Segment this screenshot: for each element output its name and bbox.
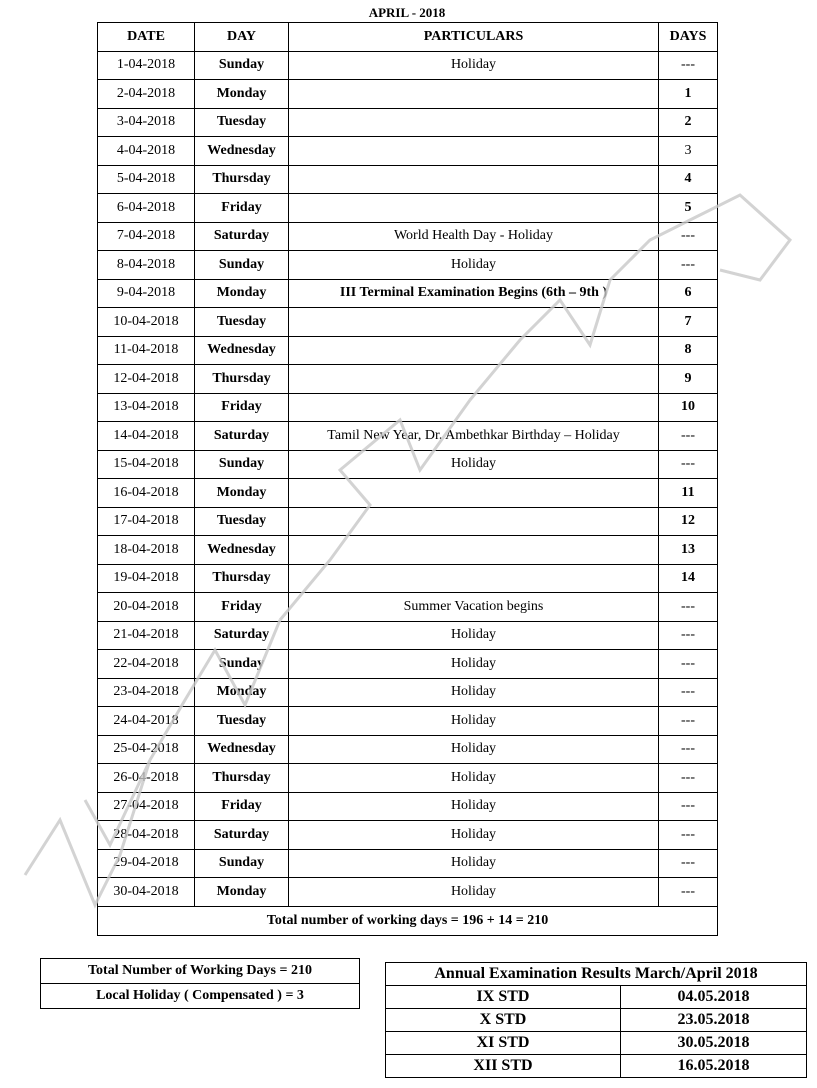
result-date-cell: 04.05.2018 bbox=[621, 986, 807, 1009]
table-row bbox=[98, 336, 718, 365]
results-row bbox=[386, 1055, 807, 1078]
days-count-cell: --- bbox=[659, 251, 718, 280]
date-cell: 18-04-2018 bbox=[98, 536, 195, 565]
result-date-cell: 30.05.2018 bbox=[621, 1032, 807, 1055]
day-cell: Sunday bbox=[195, 251, 289, 280]
date-cell: 21-04-2018 bbox=[98, 621, 195, 650]
days-count-cell: --- bbox=[659, 222, 718, 251]
results-row bbox=[386, 1032, 807, 1055]
date-cell: 16-04-2018 bbox=[98, 479, 195, 508]
particulars-cell: World Health Day - Holiday bbox=[289, 222, 659, 251]
date-cell: 25-04-2018 bbox=[98, 735, 195, 764]
standard-cell: X STD bbox=[386, 1009, 621, 1032]
day-cell: Friday bbox=[195, 393, 289, 422]
days-count-cell: --- bbox=[659, 450, 718, 479]
days-count-cell: --- bbox=[659, 735, 718, 764]
table-row bbox=[98, 51, 718, 80]
particulars-cell: Holiday bbox=[289, 707, 659, 736]
days-count-cell: --- bbox=[659, 764, 718, 793]
day-cell: Tuesday bbox=[195, 308, 289, 337]
particulars-cell: Holiday bbox=[289, 251, 659, 280]
particulars-cell bbox=[289, 536, 659, 565]
page-title: APRIL - 2018 bbox=[368, 5, 446, 20]
particulars-cell bbox=[289, 393, 659, 422]
days-count-cell: 3 bbox=[659, 137, 718, 166]
header-days: DAYS bbox=[659, 23, 718, 52]
date-cell: 22-04-2018 bbox=[98, 650, 195, 679]
day-cell: Tuesday bbox=[195, 707, 289, 736]
day-cell: Tuesday bbox=[195, 507, 289, 536]
particulars-cell bbox=[289, 108, 659, 137]
day-cell: Saturday bbox=[195, 222, 289, 251]
particulars-cell: Holiday bbox=[289, 821, 659, 850]
day-cell: Friday bbox=[195, 593, 289, 622]
results-body bbox=[386, 986, 807, 1078]
particulars-cell bbox=[289, 507, 659, 536]
date-cell: 6-04-2018 bbox=[98, 194, 195, 223]
result-date-cell: 16.05.2018 bbox=[621, 1055, 807, 1078]
particulars-cell bbox=[289, 479, 659, 508]
total-working-days: Total number of working days = 196 + 14 = 210 bbox=[98, 906, 718, 935]
days-count-cell: --- bbox=[659, 707, 718, 736]
table-row bbox=[98, 108, 718, 137]
particulars-cell: Holiday bbox=[289, 764, 659, 793]
particulars-cell: Holiday bbox=[289, 849, 659, 878]
total-working-days-summary: Total Number of Working Days = 210 bbox=[41, 959, 360, 984]
date-cell: 30-04-2018 bbox=[98, 878, 195, 907]
table-row bbox=[98, 735, 718, 764]
days-count-cell: 9 bbox=[659, 365, 718, 394]
table-row bbox=[98, 650, 718, 679]
date-cell: 2-04-2018 bbox=[98, 80, 195, 109]
particulars-cell bbox=[289, 308, 659, 337]
table-row bbox=[98, 80, 718, 109]
table-row bbox=[98, 393, 718, 422]
day-cell: Saturday bbox=[195, 422, 289, 451]
results-row bbox=[386, 1009, 807, 1032]
table-row bbox=[98, 479, 718, 508]
days-count-cell: --- bbox=[659, 51, 718, 80]
date-cell: 1-04-2018 bbox=[98, 51, 195, 80]
results-row bbox=[386, 986, 807, 1009]
table-row bbox=[98, 878, 718, 907]
april-calendar-table bbox=[97, 22, 718, 936]
particulars-cell: Holiday bbox=[289, 450, 659, 479]
day-cell: Wednesday bbox=[195, 536, 289, 565]
header-particulars: PARTICULARS bbox=[289, 23, 659, 52]
days-count-cell: --- bbox=[659, 650, 718, 679]
day-cell: Wednesday bbox=[195, 137, 289, 166]
particulars-cell bbox=[289, 194, 659, 223]
header-date: DATE bbox=[98, 23, 195, 52]
date-cell: 10-04-2018 bbox=[98, 308, 195, 337]
table-row bbox=[98, 764, 718, 793]
table-row bbox=[98, 678, 718, 707]
date-cell: 13-04-2018 bbox=[98, 393, 195, 422]
day-cell: Monday bbox=[195, 878, 289, 907]
table-row bbox=[98, 564, 718, 593]
table-row bbox=[98, 536, 718, 565]
particulars-cell: Holiday bbox=[289, 621, 659, 650]
results-title: Annual Examination Results March/April 2018 bbox=[386, 963, 807, 986]
days-count-cell: 7 bbox=[659, 308, 718, 337]
table-row bbox=[98, 165, 718, 194]
standard-cell: XI STD bbox=[386, 1032, 621, 1055]
day-cell: Monday bbox=[195, 279, 289, 308]
table-row bbox=[98, 194, 718, 223]
date-cell: 8-04-2018 bbox=[98, 251, 195, 280]
date-cell: 4-04-2018 bbox=[98, 137, 195, 166]
summary-box bbox=[40, 958, 360, 1009]
date-cell: 24-04-2018 bbox=[98, 707, 195, 736]
particulars-cell: Holiday bbox=[289, 650, 659, 679]
date-cell: 12-04-2018 bbox=[98, 365, 195, 394]
date-cell: 14-04-2018 bbox=[98, 422, 195, 451]
days-count-cell: --- bbox=[659, 878, 718, 907]
header-row bbox=[98, 23, 718, 52]
date-cell: 29-04-2018 bbox=[98, 849, 195, 878]
days-count-cell: 2 bbox=[659, 108, 718, 137]
standard-cell: XII STD bbox=[386, 1055, 621, 1078]
day-cell: Wednesday bbox=[195, 336, 289, 365]
table-row bbox=[98, 279, 718, 308]
days-count-cell: 12 bbox=[659, 507, 718, 536]
days-count-cell: 8 bbox=[659, 336, 718, 365]
days-count-cell: 13 bbox=[659, 536, 718, 565]
date-cell: 26-04-2018 bbox=[98, 764, 195, 793]
day-cell: Sunday bbox=[195, 650, 289, 679]
particulars-cell: Holiday bbox=[289, 792, 659, 821]
particulars-cell bbox=[289, 137, 659, 166]
table-row bbox=[98, 308, 718, 337]
particulars-cell bbox=[289, 336, 659, 365]
days-count-cell: --- bbox=[659, 593, 718, 622]
days-count-cell: --- bbox=[659, 849, 718, 878]
particulars-cell: Holiday bbox=[289, 878, 659, 907]
day-cell: Thursday bbox=[195, 165, 289, 194]
day-cell: Sunday bbox=[195, 51, 289, 80]
day-cell: Wednesday bbox=[195, 735, 289, 764]
particulars-cell: Holiday bbox=[289, 735, 659, 764]
date-cell: 9-04-2018 bbox=[98, 279, 195, 308]
date-cell: 17-04-2018 bbox=[98, 507, 195, 536]
table-row bbox=[98, 222, 718, 251]
date-cell: 15-04-2018 bbox=[98, 450, 195, 479]
date-cell: 3-04-2018 bbox=[98, 108, 195, 137]
day-cell: Thursday bbox=[195, 564, 289, 593]
days-count-cell: --- bbox=[659, 422, 718, 451]
day-cell: Monday bbox=[195, 678, 289, 707]
total-row bbox=[98, 906, 718, 935]
date-cell: 20-04-2018 bbox=[98, 593, 195, 622]
table-row bbox=[98, 792, 718, 821]
particulars-cell bbox=[289, 564, 659, 593]
calendar-body bbox=[98, 51, 718, 906]
day-cell: Thursday bbox=[195, 764, 289, 793]
particulars-cell: Holiday bbox=[289, 51, 659, 80]
day-cell: Friday bbox=[195, 194, 289, 223]
date-cell: 19-04-2018 bbox=[98, 564, 195, 593]
days-count-cell: 10 bbox=[659, 393, 718, 422]
days-count-cell: 11 bbox=[659, 479, 718, 508]
header-day: DAY bbox=[195, 23, 289, 52]
particulars-cell: Holiday bbox=[289, 678, 659, 707]
days-count-cell: --- bbox=[659, 821, 718, 850]
day-cell: Friday bbox=[195, 792, 289, 821]
table-row bbox=[98, 507, 718, 536]
days-count-cell: 1 bbox=[659, 80, 718, 109]
date-cell: 23-04-2018 bbox=[98, 678, 195, 707]
date-cell: 5-04-2018 bbox=[98, 165, 195, 194]
table-row bbox=[98, 849, 718, 878]
day-cell: Saturday bbox=[195, 621, 289, 650]
date-cell: 28-04-2018 bbox=[98, 821, 195, 850]
table-row bbox=[98, 450, 718, 479]
table-row bbox=[98, 821, 718, 850]
day-cell: Sunday bbox=[195, 849, 289, 878]
particulars-cell: III Terminal Examination Begins (6th – 9th ) bbox=[289, 279, 659, 308]
days-count-cell: 5 bbox=[659, 194, 718, 223]
date-cell: 7-04-2018 bbox=[98, 222, 195, 251]
day-cell: Monday bbox=[195, 479, 289, 508]
date-cell: 27-04-2018 bbox=[98, 792, 195, 821]
table-row bbox=[98, 707, 718, 736]
day-cell: Thursday bbox=[195, 365, 289, 394]
table-row bbox=[98, 593, 718, 622]
particulars-cell: Summer Vacation begins bbox=[289, 593, 659, 622]
days-count-cell: 14 bbox=[659, 564, 718, 593]
day-cell: Saturday bbox=[195, 821, 289, 850]
day-cell: Sunday bbox=[195, 450, 289, 479]
table-row bbox=[98, 621, 718, 650]
results-table bbox=[385, 962, 807, 1078]
date-cell: 11-04-2018 bbox=[98, 336, 195, 365]
table-row bbox=[98, 137, 718, 166]
local-holiday-summary: Local Holiday ( Compensated ) = 3 bbox=[41, 984, 360, 1009]
particulars-cell bbox=[289, 165, 659, 194]
days-count-cell: 6 bbox=[659, 279, 718, 308]
days-count-cell: --- bbox=[659, 678, 718, 707]
day-cell: Monday bbox=[195, 80, 289, 109]
particulars-cell bbox=[289, 365, 659, 394]
particulars-cell bbox=[289, 80, 659, 109]
table-row bbox=[98, 422, 718, 451]
days-count-cell: --- bbox=[659, 792, 718, 821]
result-date-cell: 23.05.2018 bbox=[621, 1009, 807, 1032]
table-row bbox=[98, 365, 718, 394]
table-row bbox=[98, 251, 718, 280]
particulars-cell: Tamil New Year, Dr. Ambethkar Birthday – Holiday bbox=[289, 422, 659, 451]
days-count-cell: --- bbox=[659, 621, 718, 650]
day-cell: Tuesday bbox=[195, 108, 289, 137]
standard-cell: IX STD bbox=[386, 986, 621, 1009]
days-count-cell: 4 bbox=[659, 165, 718, 194]
